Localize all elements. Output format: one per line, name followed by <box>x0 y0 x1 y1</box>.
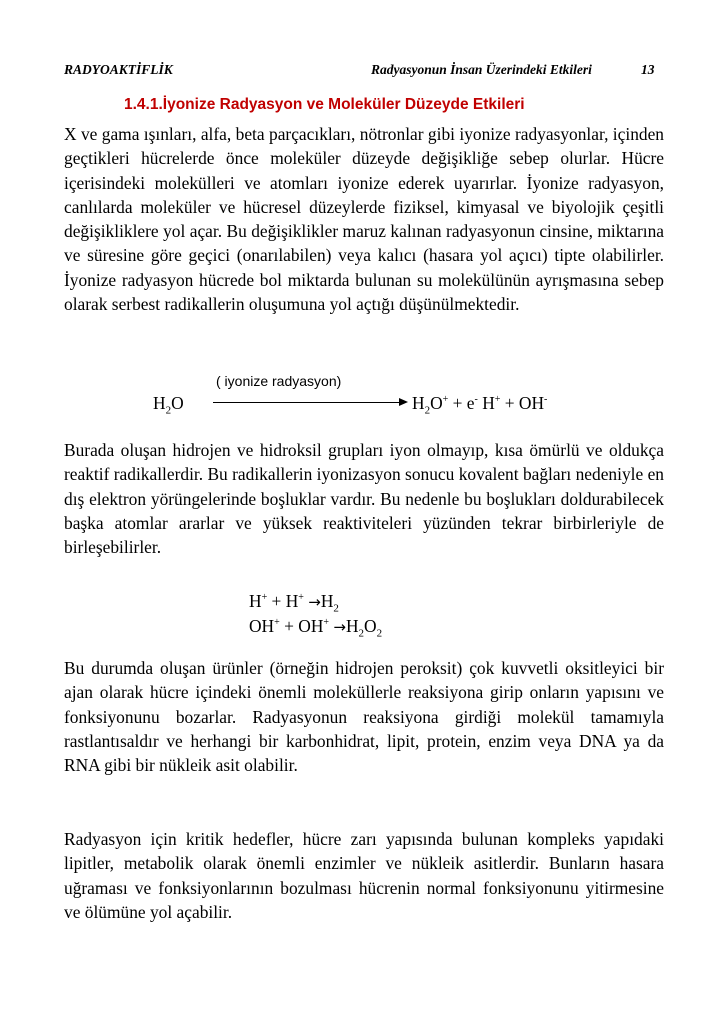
paragraph-2: Burada oluşan hidrojen ve hidroksil grupları iyon olmayıp, kısa ömürlü ve oldukça reaktif radikallerdir. Bu radikallerin iyonizasyon sonucu kovalent bağları nedeniyle en dış elektron yörüngelerinde boşluklar vardır. Bu nedenle bu boşlukları doldurabilecek başka atomlar ararlar ve yüksek reaktiviteleri yüzünden tekrar birbirleriyle de birleşebilirler. <box>64 440 664 558</box>
section-heading: 1.4.1.İyonize Radyasyon ve Moleküler Düzeyde Etkileri <box>124 96 525 113</box>
paragraph-4: Radyasyon için kritik hedefler, hücre zarı yapısında bulunan kompleks yapıdaki lipitler, metabolik olarak önemli enzimler ve nükleik asitlerdir. Bunların hasara uğraması ve fonksiyonlarının bozulması hücrenin normal fonksiyonunu yitirmesine ve ölümüne yol açabilir. <box>64 829 664 922</box>
reaction-hydrogen-peroxide: $OH^+ + OH^+ \to H_2O_2$ <box>249 616 383 640</box>
paragraph-3: Bu durumda oluşan ürünler (örneğin hidrojen peroksit) çok kuvvetli oksitleyici bir ajan olarak hücre içindeki önemli moleküllerle reaksiyona girip onların yapısını ve fonksiyonunu bozarlar. Radyasyonun reaksiyona girdiği molekül tamamıyla rastlantısaldır ve herhangi bir karbonhidrat, lipit, protein, enzim veya DNA ya da RNA gibi bir nükleik asit olabilir. <box>64 658 664 776</box>
reaction-arrow-shaft <box>213 402 403 403</box>
reaction-arrow-head <box>399 398 408 406</box>
radiolysis-condition-label: ( iyonize radyasyon) <box>216 373 342 389</box>
right-arrow-icon: → <box>308 593 321 611</box>
running-header-right: Radyasyonun İnsan Üzerindeki Etkileri <box>371 62 592 77</box>
paragraph-1: X ve gama ışınları, alfa, beta parçacıkları, nötronlar gibi iyonize radyasyonlar, içinden geçtikleri hücrelerde önce moleküler düzeyde değişikliğe sebep olurlar. Hücre içerisindeki molekülleri ve atomları iyonize ederek uyarırlar. İyonize radyasyon, canlılarda moleküler ve hücresel düzeylerde fiziksel, kimyasal ve biyolojik çeşitli değişikliklere yol açar. Bu değişiklikler maruz kalınan radyasyonun cinsine, miktarına ve süresine göre geçici (onarılabilen) veya kalıcı (hasara yol açıcı) tipte olabilirler. İyonize radyasyon hücrede bol miktarda bulunan su molekülünün ayrışmasına sebep olarak serbest radikallerin oluşumuna yol açtığı düşünülmektedir. <box>64 124 664 315</box>
page-number: 13 <box>641 62 655 77</box>
running-header-left: RADYOAKTİFLİK <box>64 62 173 77</box>
radiolysis-products: $H_2O^+ + e^-$ H+ + OH- <box>412 393 548 417</box>
reaction-hydrogen: $H^+ + H^+ \to H_2$ <box>249 591 339 615</box>
reactant-water: $H_2O$ <box>153 393 184 417</box>
right-arrow-icon: → <box>333 618 346 636</box>
